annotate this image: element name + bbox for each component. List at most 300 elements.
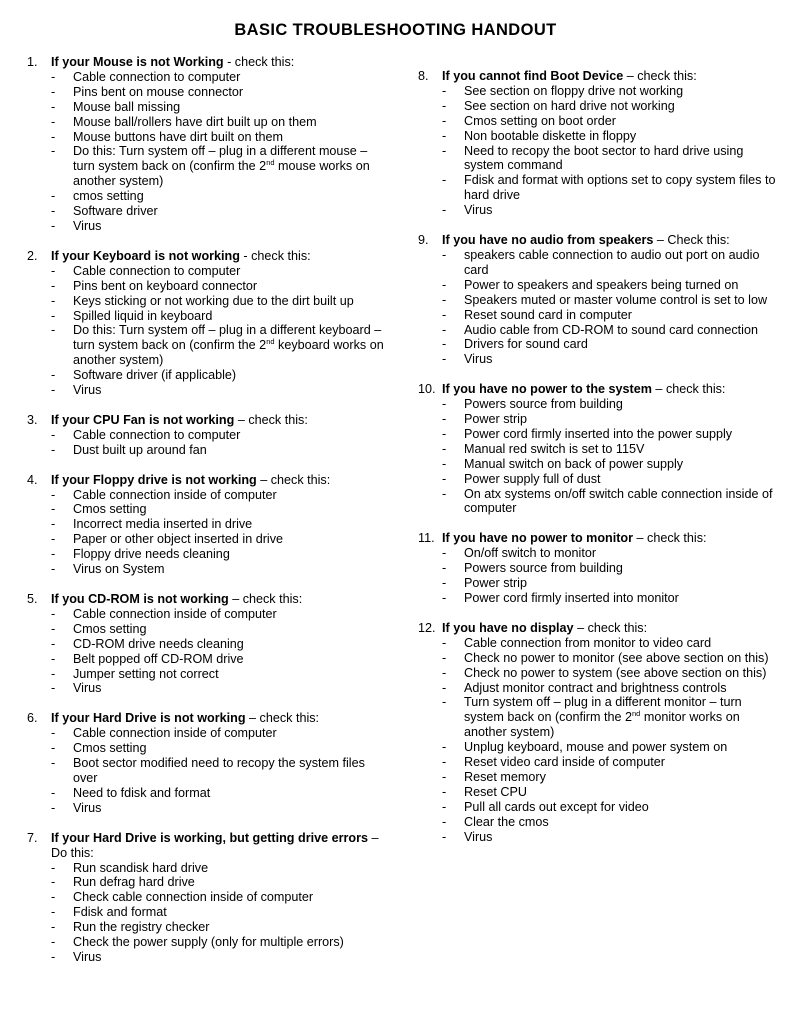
checklist-item-text bbox=[464, 337, 783, 352]
dash-bullet: - bbox=[51, 860, 56, 875]
section-heading-text bbox=[442, 69, 783, 84]
section-heading-bold: If your Hard Drive is working, but getting drive errors bbox=[51, 830, 369, 845]
checklist-item bbox=[27, 681, 387, 696]
dash-bullet: - bbox=[51, 606, 56, 621]
checklist-item bbox=[418, 487, 783, 517]
section-heading-bold: If your Floppy drive is not working bbox=[51, 472, 257, 487]
checklist-item-text bbox=[464, 442, 783, 457]
section-heading-text bbox=[442, 233, 783, 248]
item-text: Pins bent on keyboard connector bbox=[73, 278, 258, 293]
section-heading bbox=[418, 382, 783, 397]
item-text: Adjust monitor contract and brightness controls bbox=[464, 680, 727, 695]
item-text: Need to recopy the boot sector to hard drive using system command bbox=[464, 143, 744, 173]
checklist-item bbox=[418, 323, 783, 338]
section-heading bbox=[27, 592, 387, 607]
section-heading-text bbox=[51, 55, 387, 70]
checklist-item-text bbox=[464, 591, 783, 606]
checklist-item bbox=[27, 607, 387, 622]
item-text: Virus bbox=[73, 949, 102, 964]
item-text: Non bootable diskette in floppy bbox=[464, 128, 637, 143]
checklist-item bbox=[27, 905, 387, 920]
section-heading-bold: If your CPU Fan is not working bbox=[51, 412, 235, 427]
checklist-item bbox=[27, 801, 387, 816]
checklist-item bbox=[27, 130, 387, 145]
checklist-item bbox=[418, 546, 783, 561]
section-heading-bold: If you CD-ROM is not working bbox=[51, 592, 229, 606]
checklist-item bbox=[27, 428, 387, 443]
troubleshooting-section bbox=[27, 473, 387, 577]
checklist-item bbox=[27, 368, 387, 383]
dash-bullet: - bbox=[51, 278, 56, 293]
checklist-item-text bbox=[73, 189, 387, 204]
dash-bullet: - bbox=[51, 218, 56, 233]
dash-bullet: - bbox=[51, 651, 56, 666]
checklist-item-text bbox=[464, 755, 783, 770]
dash-bullet: - bbox=[51, 189, 56, 204]
checklist-item-text bbox=[464, 830, 783, 845]
dash-bullet: - bbox=[442, 337, 447, 352]
section-heading-bold: If you have no audio from speakers bbox=[442, 233, 654, 248]
item-text: Cmos setting bbox=[73, 741, 147, 756]
section-heading bbox=[418, 69, 783, 84]
section-heading-text bbox=[442, 382, 783, 397]
item-text: See section on hard drive not working bbox=[464, 98, 675, 113]
section-heading-text bbox=[51, 711, 387, 726]
checklist-item-text bbox=[73, 368, 387, 383]
checklist-item bbox=[418, 561, 783, 576]
section-heading-rest: - check this: bbox=[223, 55, 295, 69]
dash-bullet: - bbox=[51, 681, 56, 696]
checklist-item-text bbox=[73, 726, 387, 741]
checklist-item-text bbox=[464, 740, 783, 755]
item-text: Power to speakers and speakers being turned on bbox=[464, 277, 739, 292]
dash-bullet: - bbox=[442, 635, 447, 650]
checklist-item bbox=[27, 443, 387, 458]
dash-bullet: - bbox=[51, 949, 56, 964]
dash-bullet: - bbox=[442, 397, 447, 412]
section-heading-rest: – check this: bbox=[651, 382, 726, 397]
dash-bullet: - bbox=[442, 665, 447, 680]
section-number: 2. bbox=[27, 248, 38, 263]
checklist-item-text bbox=[464, 457, 783, 472]
checklist-item bbox=[27, 950, 387, 965]
section-number: 5. bbox=[27, 592, 38, 606]
checklist-item-text bbox=[73, 85, 387, 100]
checklist-item-text bbox=[73, 70, 387, 85]
checklist-item-text bbox=[73, 309, 387, 324]
checklist-item bbox=[27, 890, 387, 905]
dash-bullet: - bbox=[51, 785, 56, 800]
checklist-item bbox=[418, 755, 783, 770]
checklist-item-text bbox=[73, 547, 387, 562]
checklist bbox=[27, 70, 387, 234]
item-text: Reset memory bbox=[464, 769, 546, 784]
checklist bbox=[27, 428, 387, 458]
checklist-item bbox=[418, 84, 783, 99]
checklist-item bbox=[418, 352, 783, 367]
item-text: See section on floppy drive not working bbox=[464, 83, 684, 98]
checklist-item-text bbox=[464, 472, 783, 487]
checklist-item bbox=[27, 502, 387, 517]
checklist-item-text bbox=[73, 875, 387, 890]
checklist-item bbox=[418, 591, 783, 606]
item-text: Do this: Turn system off – plug in a different keyboard – turn system back on (confirm the 2 bbox=[73, 323, 382, 353]
item-text: Cable connection to computer bbox=[73, 263, 241, 278]
checklist-item-text bbox=[464, 84, 783, 99]
item-text: Do this: Turn system off – plug in a different mouse – turn system back on (confirm the 2 bbox=[73, 144, 368, 174]
left-column bbox=[27, 55, 387, 980]
item-text: Run scandisk hard drive bbox=[73, 860, 209, 875]
checklist-item-text bbox=[464, 308, 783, 323]
checklist-item bbox=[27, 294, 387, 309]
checklist-item-text bbox=[73, 130, 387, 145]
dash-bullet: - bbox=[442, 755, 447, 770]
checklist-item bbox=[418, 576, 783, 591]
checklist-item-text bbox=[464, 561, 783, 576]
dash-bullet: - bbox=[442, 98, 447, 113]
checklist-item bbox=[418, 815, 783, 830]
checklist-item-text bbox=[73, 637, 387, 652]
section-number: 9. bbox=[418, 233, 429, 248]
checklist-item-text bbox=[73, 786, 387, 801]
troubleshooting-section bbox=[27, 831, 387, 965]
dash-bullet: - bbox=[51, 293, 56, 308]
item-text: Manual red switch is set to 115V bbox=[464, 441, 645, 456]
dash-bullet: - bbox=[51, 308, 56, 323]
item-text: Power strip bbox=[464, 412, 527, 427]
checklist-item-text bbox=[73, 115, 387, 130]
dash-bullet: - bbox=[442, 203, 447, 218]
checklist bbox=[27, 726, 387, 815]
troubleshooting-section bbox=[418, 382, 783, 516]
item-text: Unplug keyboard, mouse and power system on bbox=[464, 740, 728, 755]
checklist-item bbox=[27, 637, 387, 652]
section-heading-rest: – check this: bbox=[623, 69, 697, 83]
dash-bullet: - bbox=[442, 292, 447, 307]
checklist-item-text bbox=[464, 815, 783, 830]
section-heading-bold: If your Hard Drive is not working bbox=[51, 711, 246, 726]
checklist-item-text bbox=[73, 562, 387, 577]
troubleshooting-section bbox=[27, 592, 387, 696]
item-text: Cable connection inside of computer bbox=[73, 487, 277, 502]
dash-bullet: - bbox=[51, 442, 56, 457]
checklist-item-text bbox=[464, 695, 783, 740]
dash-bullet: - bbox=[51, 621, 56, 636]
checklist-item-text bbox=[464, 576, 783, 591]
checklist-item bbox=[418, 248, 783, 278]
checklist-item bbox=[27, 219, 387, 234]
section-number: 8. bbox=[418, 69, 429, 83]
checklist-item bbox=[418, 651, 783, 666]
section-heading-rest: – Check this: bbox=[653, 233, 730, 248]
checklist-item-text bbox=[73, 950, 387, 965]
dash-bullet: - bbox=[442, 128, 447, 143]
item-text: Virus bbox=[464, 203, 493, 218]
dash-bullet: - bbox=[442, 247, 447, 262]
checklist-item-text bbox=[73, 502, 387, 517]
dash-bullet: - bbox=[51, 726, 56, 741]
item-text: CD-ROM drive needs cleaning bbox=[73, 636, 244, 651]
section-heading-text bbox=[442, 621, 783, 636]
item-text: Check no power to system (see above section on this) bbox=[464, 665, 767, 680]
dash-bullet: - bbox=[51, 756, 56, 771]
item-text: Virus on System bbox=[73, 562, 165, 577]
section-heading bbox=[418, 233, 783, 248]
section-heading-rest: – Do this: bbox=[51, 830, 379, 860]
dash-bullet: - bbox=[51, 487, 56, 502]
troubleshooting-section bbox=[27, 711, 387, 815]
checklist-item-text bbox=[73, 204, 387, 219]
section-heading bbox=[418, 531, 783, 546]
item-text: Virus bbox=[464, 829, 493, 844]
checklist-item-text bbox=[73, 488, 387, 503]
dash-bullet: - bbox=[442, 486, 447, 501]
item-text: Fdisk and format bbox=[73, 905, 167, 920]
item-text: Turn system off – plug in a different monitor – turn system back on (confirm the 2 bbox=[464, 695, 742, 725]
checklist-item-text bbox=[73, 279, 387, 294]
section-heading-text bbox=[51, 413, 387, 428]
item-text: On/off switch to monitor bbox=[464, 546, 597, 561]
checklist-item-text bbox=[464, 785, 783, 800]
checklist-item bbox=[418, 785, 783, 800]
checklist-item-text bbox=[464, 487, 783, 517]
checklist-item-text bbox=[73, 383, 387, 398]
dash-bullet: - bbox=[51, 920, 56, 935]
checklist-item-text bbox=[464, 248, 783, 278]
checklist-item bbox=[27, 115, 387, 130]
item-text: Powers source from building bbox=[464, 561, 623, 576]
item-text-continued: keyboard works on another system) bbox=[73, 338, 384, 368]
dash-bullet: - bbox=[442, 591, 447, 605]
item-text: Check the power supply (only for multiple errors) bbox=[73, 935, 344, 950]
item-text: Cmos setting bbox=[73, 621, 147, 636]
checklist-item-text bbox=[73, 323, 387, 368]
section-number: 12. bbox=[418, 620, 436, 635]
checklist-item-text bbox=[464, 114, 783, 129]
item-text: Check no power to monitor (see above section on this) bbox=[464, 650, 769, 665]
dash-bullet: - bbox=[51, 905, 56, 920]
checklist-item-text bbox=[464, 203, 783, 218]
item-text: Fdisk and format with options set to copy system files to hard drive bbox=[464, 173, 776, 203]
checklist-item bbox=[418, 412, 783, 427]
checklist-item bbox=[27, 100, 387, 115]
dash-bullet: - bbox=[442, 740, 447, 755]
item-text: Virus bbox=[73, 218, 102, 233]
section-number: 3. bbox=[27, 412, 38, 427]
checklist-item bbox=[418, 681, 783, 696]
checklist-item bbox=[418, 740, 783, 755]
item-text: Virus bbox=[73, 383, 102, 398]
dash-bullet: - bbox=[442, 650, 447, 665]
item-text-continued: mouse works on another system) bbox=[73, 159, 370, 189]
dash-bullet: - bbox=[442, 173, 447, 188]
section-heading-rest: – check this: bbox=[234, 412, 308, 427]
checklist bbox=[27, 488, 387, 577]
item-text: Power supply full of dust bbox=[464, 471, 601, 486]
item-text: Powers source from building bbox=[464, 397, 623, 412]
checklist-item-text bbox=[73, 294, 387, 309]
item-text: Speakers muted or master volume control is set to low bbox=[464, 292, 768, 307]
checklist-item-text bbox=[464, 412, 783, 427]
dash-bullet: - bbox=[442, 784, 447, 799]
item-text: Cmos setting on boot order bbox=[464, 113, 616, 128]
section-number: 7. bbox=[27, 830, 38, 845]
troubleshooting-section bbox=[27, 55, 387, 234]
item-text: Need to fdisk and format bbox=[73, 785, 211, 800]
item-text: Cable connection from monitor to video card bbox=[464, 635, 712, 650]
checklist-item bbox=[27, 309, 387, 324]
checklist-item bbox=[418, 173, 783, 203]
item-text: Pins bent on mouse connector bbox=[73, 84, 244, 99]
checklist-item bbox=[27, 741, 387, 756]
dash-bullet: - bbox=[51, 875, 56, 890]
checklist-item-text bbox=[464, 800, 783, 815]
checklist-item-text bbox=[464, 323, 783, 338]
checklist-item bbox=[27, 861, 387, 876]
dash-bullet: - bbox=[442, 441, 447, 456]
checklist-item-text bbox=[73, 517, 387, 532]
dash-bullet: - bbox=[51, 547, 56, 562]
section-heading-bold: If you cannot find Boot Device bbox=[442, 69, 624, 83]
dash-bullet: - bbox=[51, 99, 56, 114]
section-heading bbox=[27, 711, 387, 726]
dash-bullet: - bbox=[51, 383, 56, 398]
dash-bullet: - bbox=[442, 412, 447, 427]
checklist-item-text bbox=[73, 219, 387, 234]
checklist-item bbox=[27, 144, 387, 189]
checklist-item-text bbox=[464, 546, 783, 561]
checklist-item-text bbox=[73, 905, 387, 920]
dash-bullet: - bbox=[442, 307, 447, 322]
page-title: BASIC TROUBLESHOOTING HANDOUT bbox=[234, 21, 557, 39]
checklist-item-text bbox=[464, 666, 783, 681]
checklist bbox=[418, 397, 783, 516]
section-heading bbox=[27, 249, 387, 264]
dash-bullet: - bbox=[442, 576, 447, 591]
item-text: Check cable connection inside of computer bbox=[73, 890, 314, 905]
section-heading-text bbox=[51, 592, 387, 607]
checklist-item bbox=[418, 442, 783, 457]
checklist-item-text bbox=[73, 264, 387, 279]
checklist bbox=[418, 248, 783, 367]
checklist-item bbox=[27, 488, 387, 503]
section-heading-bold: If your Mouse is not Working bbox=[51, 55, 224, 69]
dash-bullet: - bbox=[51, 517, 56, 532]
item-text: Cmos setting bbox=[73, 502, 147, 517]
checklist-item-text bbox=[73, 443, 387, 458]
section-heading-bold: If your Keyboard is not working bbox=[51, 248, 240, 263]
dash-bullet: - bbox=[51, 427, 56, 442]
troubleshooting-section bbox=[418, 233, 783, 367]
checklist-item bbox=[27, 204, 387, 219]
checklist-item bbox=[27, 920, 387, 935]
checklist-item-text bbox=[73, 920, 387, 935]
section-number: 11. bbox=[418, 531, 435, 546]
dash-bullet: - bbox=[51, 323, 56, 338]
dash-bullet: - bbox=[442, 829, 447, 844]
item-text: Virus bbox=[464, 352, 493, 367]
section-heading-rest: – check this: bbox=[256, 472, 331, 487]
checklist-item bbox=[27, 264, 387, 279]
dash-bullet: - bbox=[51, 562, 56, 577]
checklist-item bbox=[418, 472, 783, 487]
section-number: 1. bbox=[27, 55, 38, 69]
item-text: Belt popped off CD-ROM drive bbox=[73, 651, 244, 666]
item-text: Run the registry checker bbox=[73, 920, 210, 935]
item-text: On atx systems on/off switch cable connection inside of computer bbox=[464, 486, 773, 516]
item-text: Spilled liquid in keyboard bbox=[73, 308, 213, 323]
checklist-item-text bbox=[73, 144, 387, 189]
dash-bullet: - bbox=[51, 129, 56, 144]
item-text: Cable connection to computer bbox=[73, 69, 241, 84]
section-heading bbox=[27, 55, 387, 70]
dash-bullet: - bbox=[442, 456, 447, 471]
dash-bullet: - bbox=[51, 368, 56, 383]
section-heading-bold: If you have no power to the system bbox=[442, 382, 652, 397]
section-heading-text bbox=[442, 531, 783, 546]
dash-bullet: - bbox=[442, 814, 447, 829]
right-column bbox=[418, 69, 783, 860]
checklist-item-text bbox=[73, 428, 387, 443]
checklist-item-text bbox=[73, 607, 387, 622]
dash-bullet: - bbox=[442, 113, 447, 128]
checklist-item bbox=[27, 622, 387, 637]
dash-bullet: - bbox=[51, 890, 56, 905]
checklist bbox=[418, 636, 783, 845]
checklist-item-text bbox=[464, 651, 783, 666]
dash-bullet: - bbox=[442, 471, 447, 486]
checklist-item bbox=[418, 308, 783, 323]
item-text: Reset CPU bbox=[464, 784, 527, 799]
checklist-item-text bbox=[73, 532, 387, 547]
checklist-item bbox=[27, 85, 387, 100]
checklist-item bbox=[27, 875, 387, 890]
ordinal-superscript: nd bbox=[266, 337, 275, 347]
dash-bullet: - bbox=[51, 532, 56, 547]
checklist bbox=[418, 546, 783, 606]
dash-bullet: - bbox=[51, 69, 56, 84]
checklist-item bbox=[418, 770, 783, 785]
checklist-item-text bbox=[73, 890, 387, 905]
item-text: Floppy drive needs cleaning bbox=[73, 547, 230, 562]
dash-bullet: - bbox=[442, 695, 447, 710]
checklist-item bbox=[27, 786, 387, 801]
checklist-item bbox=[418, 666, 783, 681]
checklist-item bbox=[27, 279, 387, 294]
item-text: Reset sound card in computer bbox=[464, 307, 633, 322]
checklist-item-text bbox=[464, 636, 783, 651]
dash-bullet: - bbox=[442, 561, 447, 576]
dash-bullet: - bbox=[51, 114, 56, 129]
section-number: 4. bbox=[27, 472, 38, 487]
checklist-item-text bbox=[464, 99, 783, 114]
section-heading bbox=[27, 831, 387, 861]
checklist-item bbox=[418, 800, 783, 815]
checklist-item bbox=[27, 667, 387, 682]
section-heading-rest: - check this: bbox=[239, 248, 311, 263]
item-text-continued: monitor works on another system) bbox=[464, 710, 740, 740]
checklist-item bbox=[418, 278, 783, 293]
checklist-item bbox=[27, 547, 387, 562]
checklist-item-text bbox=[73, 861, 387, 876]
item-text: Paper or other object inserted in drive bbox=[73, 532, 284, 547]
checklist-item bbox=[418, 427, 783, 442]
checklist-item-text bbox=[73, 741, 387, 756]
checklist-item bbox=[418, 144, 783, 174]
item-text: Virus bbox=[73, 800, 102, 815]
item-text: Power strip bbox=[464, 576, 527, 591]
item-text: Virus bbox=[73, 681, 102, 696]
